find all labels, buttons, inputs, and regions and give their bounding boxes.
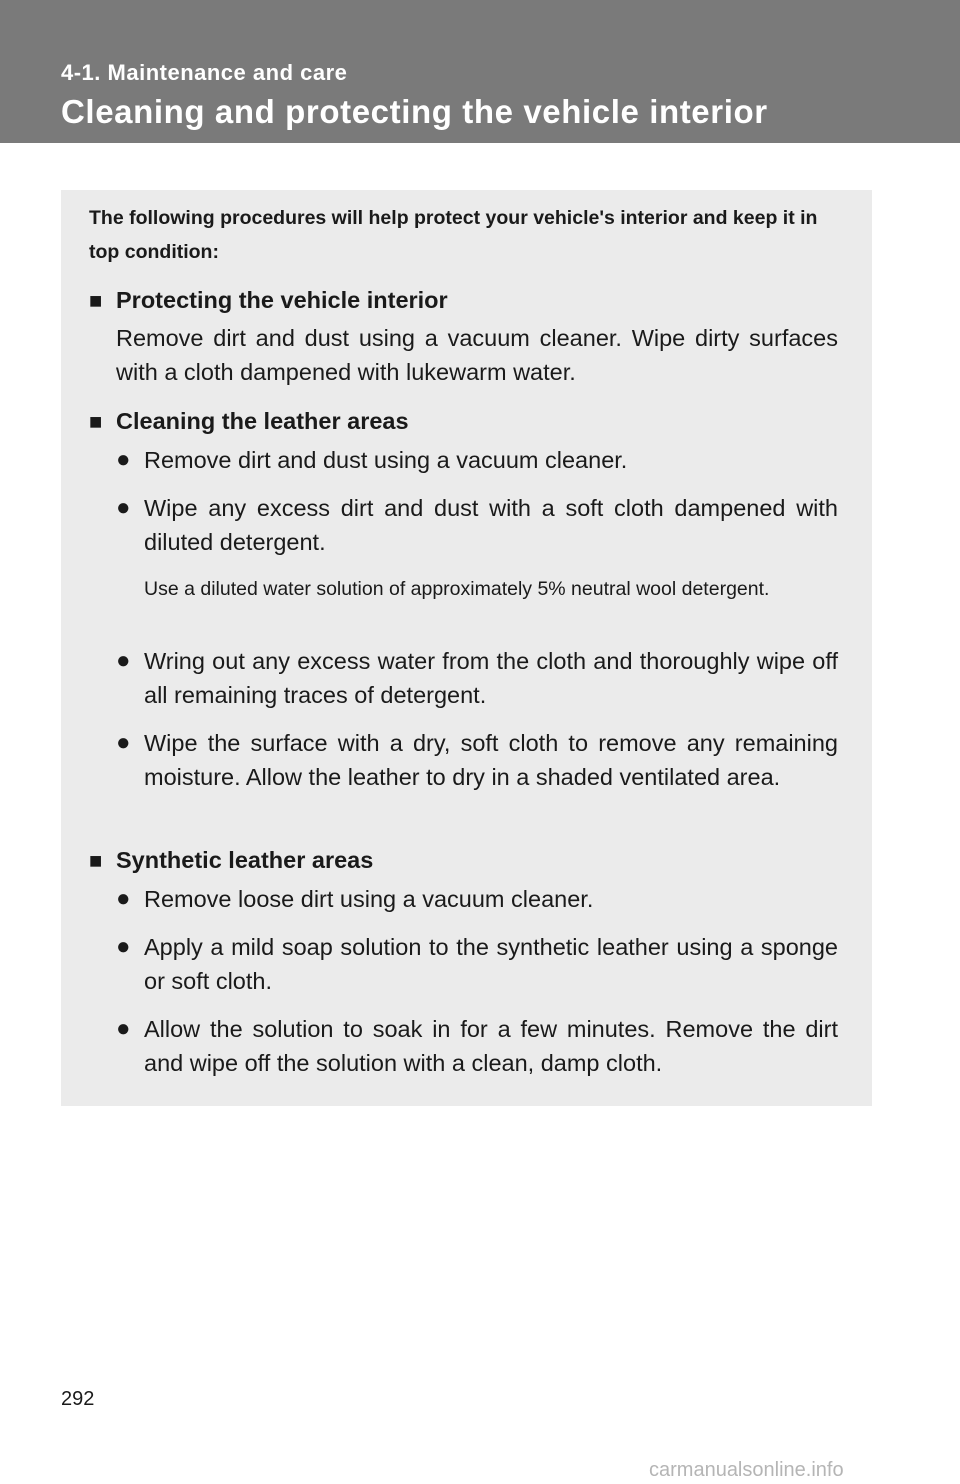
intro-text: The following procedures will help protect your vehicle's interior and keep it in top condition: <box>89 207 818 263</box>
square-bullet-icon: ■ <box>89 288 103 313</box>
list-item <box>116 491 838 559</box>
list-item <box>116 1012 838 1080</box>
section-heading-protecting <box>89 285 448 316</box>
page-number: 292 <box>61 1388 95 1410</box>
section-label: 4-1. Maintenance and care <box>61 60 348 85</box>
note-text: Use a diluted water solution of approximately 5% neutral wool detergent. <box>144 578 770 600</box>
heading-text: Protecting the vehicle interior <box>116 287 448 313</box>
list-item-text: Allow the solution to soak in for a few minutes. Remove the dirt and wipe off the solution with a clean, damp cloth. <box>144 1016 838 1076</box>
round-bullet-icon: ● <box>116 647 131 674</box>
list-item <box>116 443 838 477</box>
round-bullet-icon: ● <box>116 729 131 756</box>
round-bullet-icon: ● <box>116 885 131 912</box>
chapter-header <box>0 0 960 143</box>
list-item-text: Remove dirt and dust using a vacuum cleaner. <box>144 447 628 473</box>
list-item-text: Wring out any excess water from the cloth and thoroughly wipe off all remaining traces of detergent. <box>144 648 838 708</box>
list-item-text: Apply a mild soap solution to the synthetic leather using a sponge or soft cloth. <box>144 934 838 994</box>
square-bullet-icon: ■ <box>89 848 103 873</box>
list-item <box>116 726 838 794</box>
list-item <box>116 644 838 712</box>
round-bullet-icon: ● <box>116 446 131 473</box>
heading-text: Cleaning the leather areas <box>116 408 409 434</box>
section-heading-synthetic <box>89 845 373 876</box>
section-heading-leather <box>89 406 409 437</box>
round-bullet-icon: ● <box>116 494 131 521</box>
list-item-text: Remove loose dirt using a vacuum cleaner. <box>144 886 594 912</box>
list-item-text: Wipe the surface with a dry, soft cloth to remove any remaining moisture. Allow the leather to dry in a shaded ventilated area. <box>144 730 838 790</box>
section-paragraph: Remove dirt and dust using a vacuum cleaner. Wipe dirty surfaces with a cloth dampened with lukewarm water. <box>116 325 838 385</box>
heading-text: Synthetic leather areas <box>116 847 374 873</box>
list-item <box>116 930 838 998</box>
watermark: carmanualsonline.info <box>649 1459 844 1481</box>
round-bullet-icon: ● <box>116 933 131 960</box>
square-bullet-icon: ■ <box>89 409 103 434</box>
list-item-text: Wipe any excess dirt and dust with a soft cloth dampened with diluted detergent. <box>144 495 838 555</box>
round-bullet-icon: ● <box>116 1015 131 1042</box>
page-title: Cleaning and protecting the vehicle interior <box>61 93 768 130</box>
list-item <box>116 882 838 916</box>
